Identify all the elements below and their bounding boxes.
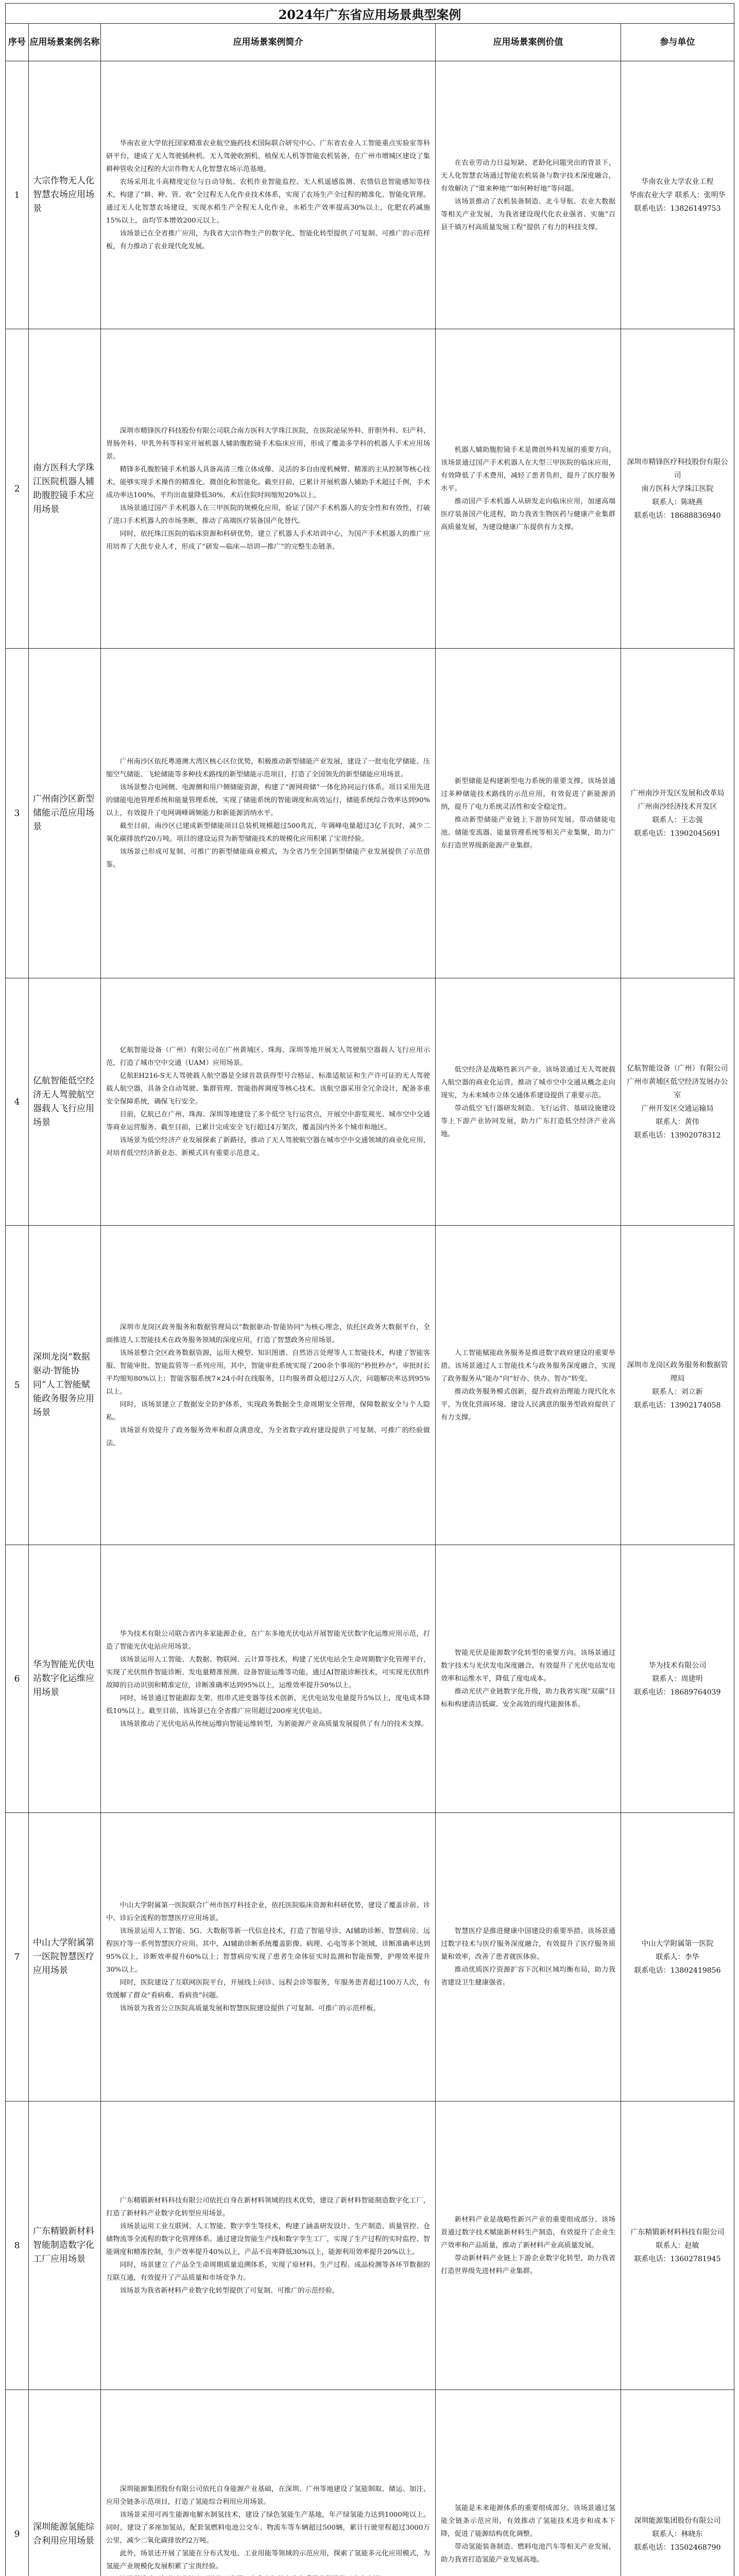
case-intro-paragraph: 精锋多孔腹腔镜手术机器人具备高清三维立体成像、灵活的多自由度机械臂、精准的主从控制等核心技术，能够实现手术操作的精准化、微创化和智能化。截至目前，已累计开展机器人辅助手术超过千例，手术成功率达100%，平均出血量降低30%，术后住院时间缩短20%以上。	[106, 465, 430, 499]
case-intro-paragraph: 此外，场景还开展了氢能在分布式发电、工业用能等领域的示范应用，探索了氢能多元化应用模式，为氢能产业规模化发展积累了宝贵经验。	[106, 2549, 430, 2570]
case-intro	[101, 978, 436, 1226]
case-name: 深圳能源氢能综合利用应用场景	[29, 2390, 101, 2576]
case-row	[6, 2390, 734, 2576]
case-number: 3	[6, 649, 29, 978]
case-value	[436, 1226, 621, 1545]
header-units: 参与单位	[621, 24, 734, 61]
case-intro-paragraph: 同时，场景通过智能跟踪支架、组串式逆变器等技术创新，光伏电站发电量提升5%以上，度电成本降低10%以上。截至目前，该场景已在全省推广应用超过200座光伏电站。	[106, 1694, 430, 1715]
case-intro-paragraph: 该场景运用工业互联网、人工智能、数字孪生等技术，构建了涵盖研发设计、生产制造、质量管控、仓储物流等全流程的数字化管理体系。通过建设智能生产线和数字孪生工厂，实现了生产过程的实时监控、智能调度和精准控制，生产效率提升40%以上，产品不良率降低30%以上，能源利用效率提升20%以上。	[106, 2222, 430, 2256]
case-value-paragraph: 智能光伏是能源数字化转型的重要方向。该场景通过数字技术与光伏发电深度融合，有效提升了光伏电站发电效率和运维水平，降低了度电成本。	[441, 1649, 615, 1683]
header-no: 序号	[6, 24, 29, 61]
unit-line: 广州市黄埔区低空经济发展办公室	[627, 1077, 728, 1099]
case-value	[436, 978, 621, 1226]
case-value-paragraph: 新材料产业是战略性新兴产业的重要组成部分。该场景通过数字技术赋能新材料生产制造，有效提升了企业生产效率和产品质量，推动了新材料产业高质量发展。	[441, 2216, 615, 2249]
case-row	[6, 61, 734, 329]
case-value	[436, 329, 621, 649]
unit-line: 联系电话：13802419856	[634, 1966, 721, 1975]
unit-line: 广州南沙开发区发展和改革局	[630, 789, 725, 798]
case-intro-paragraph: 目前，亿航已在广州、珠海、深圳等地建设了多个低空飞行运营点，开展空中游览观光、城市空中交通等商业运营服务。截至目前，已累计完成安全飞行超过4万架次，覆盖国内外多个城市和地区。	[106, 1111, 430, 1131]
case-table	[5, 3, 734, 2576]
header-value: 应用场景案例价值	[436, 24, 621, 61]
case-number: 4	[6, 978, 29, 1226]
case-intro	[101, 1813, 436, 2102]
unit-line: 华南农业大学 联系人：张明华	[629, 191, 726, 199]
unit-line: 广东精锻新材料科技有限公司	[630, 2228, 725, 2236]
case-row	[6, 2102, 734, 2390]
case-intro-paragraph: 该场景为我省公立医院高质量发展和智慧医院建设提供了可复制、可推广的示范样板。	[119, 2005, 380, 2012]
case-intro-paragraph: 同时，医院建设了互联网医院平台，开展线上问诊、远程会诊等服务，年服务患者超过100万人次，有效缓解了群众“看病难、看病贵”问题。	[106, 1979, 430, 1999]
case-intro-paragraph: 该场景已形成可复制、可推广的新型储能商业模式，为全省乃至全国新型储能产业发展提供了示范借鉴。	[106, 848, 430, 869]
case-row	[6, 1545, 734, 1813]
case-name: 亿航智能低空经济无人驾驶航空器载人飞行应用场景	[29, 978, 101, 1226]
unit-line: 联系电话：18689764039	[634, 1688, 721, 1697]
case-value-paragraph: 推动新型储能产业链上下游协同发展，带动储能电池、储能变流器、能量管理系统等相关产业集聚，助力广东打造世界级新能源产业集群。	[441, 816, 615, 850]
unit-line: 联系电话：13902174058	[634, 1401, 721, 1410]
case-name: 中山大学附属第一医院智慧医疗应用场景	[29, 1813, 101, 2102]
case-intro-paragraph: 该场景整合全区政务数据资源，运用大模型、知识图谱、自然语言处理等人工智能技术，构建了智能客服、智能审批、智能监管等一系列应用。其中，智能审批系统实现了200余个事项的“秒批秒办”，审批时长平均缩短80%以上；智能客服系统7×24小时在线服务，日均服务群众超过2万人次，问题解决率达到95%以上。	[106, 1349, 430, 1396]
unit-line: 广州开发区交通运输局	[641, 1104, 714, 1113]
case-intro-paragraph: 广州南沙区依托粤港澳大湾区核心区位优势，积极推动新型储能产业发展，建设了一批电化学储能、压缩空气储能、飞轮储能等多种技术路线的新型储能示范项目，打造了全国领先的新型储能应用场景。	[106, 758, 430, 778]
case-intro-paragraph: 该场景为低空经济产业发展探索了新路径，推动了无人驾驶航空器在城市空中交通领域的商业化应用，对培育低空经济新业态、新模式具有重要示范意义。	[106, 1137, 430, 1157]
case-units	[621, 2102, 734, 2390]
case-value	[436, 649, 621, 978]
header-name: 应用场景案例名称	[29, 24, 101, 61]
unit-line: 中山大学附属第一医院	[641, 1939, 714, 1948]
case-intro-paragraph: 该场景运用人工智能、大数据、物联网、云计算等技术，构建了光伏电站全生命周期数字化管理平台，实现了光伏组件智能诊断、发电量精准预测、设备智能运维等功能。通过AI智能诊断技术，可实现光伏组件故障的自动识别和精准定位，诊断准确率达到95%以上，运维效率提升50%以上。	[106, 1655, 430, 1689]
case-value-paragraph: 带动氢能装备制造、燃料电池汽车等相关产业发展，助力我省打造氢能产业发展高地。	[441, 2543, 615, 2564]
case-units	[621, 1813, 734, 2102]
header-row	[6, 24, 734, 61]
unit-line: 联系人：王志强	[652, 816, 703, 824]
unit-line: 联系电话：13502468790	[634, 2543, 721, 2552]
case-value	[436, 2390, 621, 2576]
case-value-paragraph: 带动低空飞行器研发制造、飞行运营、基础设施建设等上下游产业协同发展，助力广东打造低空经济产业高地。	[441, 1104, 615, 1138]
header-intro: 应用场景案例简介	[101, 24, 436, 61]
case-intro-paragraph: 华南农业大学依托国家精准农业航空施药技术国际联合研究中心、广东省农业人工智能重点实验室等科研平台，建成了无人驾驶插秧机、无人驾驶收割机、植保无人机等智能农机装备，在广州市增城区建设了集耕种管收全过程的大宗作物无人化智慧农场示范基地。	[106, 140, 430, 173]
unit-line: 联系人：李华	[656, 1953, 699, 1961]
case-row	[6, 329, 734, 649]
case-units	[621, 1545, 734, 1813]
unit-line: 广州南沙经济技术开发区	[638, 802, 717, 811]
unit-line: 联系电话：13602781945	[634, 2255, 721, 2263]
unit-line: 联系人：陈晓燕	[652, 498, 703, 506]
case-value-paragraph: 氢能是未来能源体系的重要组成部分。该场景通过氢能全链条示范应用，有效推动了氢能技术进步和成本下降，促进了能源结构优化调整。	[441, 2504, 615, 2538]
case-intro	[101, 2390, 436, 2576]
case-units	[621, 329, 734, 649]
case-row	[6, 1813, 734, 2102]
unit-line: 联系电话：13826149753	[634, 204, 721, 213]
unit-line: 华南农业大学农业工程	[641, 177, 714, 186]
case-name: 南方医科大学珠江医院机器人辅助腹腔镜手术应用场景	[29, 329, 101, 649]
case-value-paragraph: 低空经济是战略性新兴产业。该场景通过无人驾驶载人航空器的商业化运营，推动了城市空中交通从概念走向现实，为未来城市立体交通体系建设提供了重要示范。	[441, 1065, 615, 1099]
case-value-paragraph: 带动新材料产业链上下游企业数字化转型，助力我省打造世界级先进材料产业集群。	[441, 2255, 615, 2275]
unit-line: 华为技术有限公司	[648, 1661, 707, 1670]
case-name: 华为智能光伏电站数字化运维应用场景	[29, 1545, 101, 1813]
case-value-paragraph: 在农业劳动力日益短缺、老龄化问题突出的背景下，无人化智慧农场通过智能农机装备与数字技术深度融合，有效解决了“谁来种地”“如何种好地”等问题。	[441, 159, 615, 193]
case-row	[6, 978, 734, 1226]
case-intro-paragraph: 亿航EH216-S无人驾驶载人航空器是全球首款获得型号合格证、标准适航证和生产许可证的无人驾驶载人航空器，具备全自动驾驶、集群管理、智能指挥调度等核心技术。该航空器采用全冗余设计，配备多重安全保障系统，确保飞行安全。	[106, 1072, 430, 1106]
case-intro-paragraph: 该场景通过国产手术机器人在三甲医院的规模化应用，验证了国产手术机器人的安全性和有效性，打破了进口手术机器人的市场垄断，推动了高端医疗装备国产化替代。	[106, 504, 430, 525]
case-intro-paragraph: 广东精锻新材料科技有限公司依托自身在新材料领域的技术优势，建设了新材料智能制造数字化工厂，打造了新材料产业数字化转型应用场景。	[106, 2196, 430, 2217]
case-value-paragraph: 推动国产手术机器人从研发走向临床应用，加速高端医疗装备国产化进程，助力我省生物医药与健康产业集群高质量发展，为建设健康广东提供有力支撑。	[441, 498, 615, 531]
case-value-paragraph: 推动政务服务模式创新，提升政府治理能力现代化水平，为优化营商环境、建设人民满意的服务型政府提供了有力支撑。	[441, 1387, 615, 1421]
case-intro-paragraph: 截至目前，南沙区已建成新型储能项目总装机规模超过500兆瓦，年调峰电量超过3亿千瓦时，减少二氧化碳排放约20万吨。项目的建设运营为新型储能技术的规模化应用积累了宝贵经验。	[106, 822, 430, 843]
case-value	[436, 61, 621, 329]
case-intro	[101, 329, 436, 649]
case-units	[621, 61, 734, 329]
unit-line: 联系电话：13902078312	[634, 1131, 721, 1140]
case-intro	[101, 1545, 436, 1813]
case-units	[621, 2390, 734, 2576]
case-intro-paragraph: 亿航智能设备（广州）有限公司在广州黄埔区、珠海、深圳等地开展无人驾驶航空器载人飞行应用示范，打造了城市空中交通（UAM）应用场景。	[106, 1046, 430, 1067]
case-number: 9	[6, 2390, 29, 2576]
case-intro	[101, 61, 436, 329]
case-intro-paragraph: 该场景采用可再生能源电解水制氢技术，建设了绿色氢能生产基地，年产绿氢能力达到1000吨以上。同时，建设了多座加氢站，配套氢燃料电池公交车、物流车等车辆超过500辆，累计行驶里程超过3000万公里，减少二氧化碳排放约2万吨。	[106, 2511, 430, 2545]
case-value-paragraph: 机器人辅助腹腔镜手术是微创外科发展的重要方向。该场景通过国产手术机器人在大型三甲医院的临床应用，有效降低了手术费用，减轻了患者负担，提升了医疗服务水平。	[441, 446, 615, 493]
case-intro-paragraph: 深圳市龙岗区政务服务和数据管理局以“数据驱动·智能协同”为核心理念，依托区政务大数据平台，全面推进人工智能技术在政务服务领域的深度应用，打造了智慧政务应用场景。	[106, 1323, 430, 1344]
case-intro-paragraph: 该场景整合电网侧、电源侧和用户侧储能资源，构建了“源网荷储”一体化协同运行体系。项目采用先进的储能电池管理系统和能量管理系统，实现了储能系统的智能调度和高效运行，储能系统综合效率达到90%以上，有效提升了电网调峰调频能力和新能源消纳水平。	[106, 784, 430, 817]
case-value	[436, 1545, 621, 1813]
case-intro	[101, 1226, 436, 1545]
unit-line: 联系人：赵敏	[656, 2241, 699, 2250]
unit-line: 南方医科大学珠江医院	[641, 484, 714, 493]
case-name: 大宗作物无人化智慧农场应用场景	[29, 61, 101, 329]
case-number: 7	[6, 1813, 29, 2102]
case-intro-paragraph: 该场景推动了光伏电站从传统运维向智能运维转型，为新能源产业高质量发展提供了有力的技术支撑。	[119, 1720, 428, 1728]
case-intro-paragraph: 深圳能源集团股份有限公司依托自身能源产业基础，在深圳、广州等地建设了氢能制取、储运、加注、应用全链条示范项目，打造了氢能综合利用应用场景。	[106, 2485, 430, 2506]
case-row	[6, 649, 734, 978]
case-name: 广东精锻新材料智能制造数字化工厂应用场景	[29, 2102, 101, 2390]
case-value	[436, 1813, 621, 2102]
case-intro-paragraph	[106, 2573, 430, 2576]
case-units	[621, 1226, 734, 1545]
case-intro-paragraph: 该场景已在全省推广应用，为我省大宗作物生产的数字化、智能化转型提供了可复制、可推广的示范样板，有力推动了农业现代化发展。	[106, 230, 430, 250]
case-units	[621, 978, 734, 1226]
case-number: 2	[6, 329, 29, 649]
case-units	[621, 649, 734, 978]
unit-line: 联系人：林晓东	[652, 2530, 703, 2538]
case-number: 8	[6, 2102, 29, 2390]
case-intro	[101, 649, 436, 978]
case-value-paragraph: 推动优质医疗资源扩容下沉和区域均衡布局，助力我省建设卫生健康强省。	[441, 1966, 615, 1987]
case-intro-paragraph: 同时，该场景建立了数据安全防护体系，实现政务数据全生命周期安全管理，保障数据安全与个人隐私。	[106, 1400, 430, 1421]
case-number: 1	[6, 61, 29, 329]
case-intro-paragraph: 同时，场景建立了产品全生命周期质量追溯体系，实现了原材料、生产过程、成品检测等各环节数据的互联互通，有效提升了产品质量和市场竞争力。	[106, 2261, 430, 2282]
case-number: 5	[6, 1226, 29, 1545]
case-intro-paragraph: 深圳市精锋医疗科技股份有限公司联合南方医科大学珠江医院，在医院泌尿外科、肝胆外科、妇产科、胃肠外科、甲乳外科等科室开展机器人辅助腹腔镜手术临床应用，形成了覆盖多学科的机器人手术应用场景。	[106, 427, 430, 461]
case-value-paragraph: 新型储能是构建新型电力系统的重要支撑。该场景通过多种储能技术路线的示范应用，有效促进了新能源消纳，提升了电力系统灵活性和安全稳定性。	[441, 777, 615, 811]
unit-line: 联系电话：18688836940	[634, 511, 721, 520]
case-value	[436, 2102, 621, 2390]
unit-line: 联系人：周建明	[652, 1674, 703, 1683]
case-intro-paragraph: 华为技术有限公司联合省内多家能源企业，在广东多地光伏电站开展智能光伏数字化运维应用示范，打造了智能光伏电站应用场景。	[106, 1630, 430, 1651]
case-intro-paragraph: 该场景有效提升了政务服务效率和群众满意度，为全省数字政府建设提供了可复制、可推广的经验做法。	[106, 1426, 430, 1447]
case-value-paragraph: 该场景推动了农机装备制造、北斗导航、农业大数据等相关产业发展，为我省建设现代化农业强省、实施“百县千镇万村高质量发展工程”提供了有力的科技支撑。	[441, 197, 615, 231]
case-value-paragraph: 推动光伏产业链数字化升级，助力我省实现“双碳”目标和构建清洁低碳、安全高效的现代能源体系。	[441, 1688, 615, 1708]
unit-line: 联系电话：13902045691	[634, 829, 721, 838]
case-intro-paragraph: 同时，依托珠江医院的临床资源和科研优势，建立了机器人手术培训中心，为国产手术机器人的推广应用培养了大批专业人才，形成了“研发—临床—培训—推广”的完整生态链条。	[106, 530, 430, 551]
document-title: 2024年广东省应用场景典型案例	[6, 4, 734, 24]
case-value-paragraph: 人工智能赋能政务服务是推进数字政府建设的重要举措。该场景通过人工智能技术与政务服务深度融合，实现了政务服务从“能办”向“好办、快办、智办”转变。	[441, 1349, 615, 1383]
unit-line: 亿航智能设备（广州）有限公司	[627, 1064, 728, 1073]
case-name: 深圳龙岗“数据驱动·智能协同”人工智能赋能政务服务应用场景	[29, 1226, 101, 1545]
case-name: 广州南沙区新型储能示范应用场景	[29, 649, 101, 978]
case-intro-paragraph: 该场景运用人工智能、5G、大数据等新一代信息技术，打造了智能导诊、AI辅助诊断、智慧病房、远程医疗等一系列智慧医疗应用。其中，AI辅助诊断系统覆盖影像、病理、心电等多个领域，诊断准确率达到95%以上，诊断效率提升60%以上；智慧病房实现了患者生命体征实时监测和智能预警，护理效率提升30%以上。	[106, 1927, 430, 1974]
unit-line: 联系人：刘立新	[652, 1387, 703, 1396]
case-intro-paragraph: 农场采用北斗高精度定位与自动导航、农机作业智能监控、无人机遥感监测、农情信息智能感知等技术，构建了“耕、种、管、收”全过程无人化作业技术体系，实现了农场生产全过程的精准化、智能化管理。通过无人化智慧农场建设，实现水稻生产全程无人化作业，水稻生产效率提高30%以上，化肥农药减施15%以上，亩均节本增效200元以上。	[106, 178, 430, 225]
unit-line: 深圳市龙岗区政务服务和数据管理局	[627, 1361, 728, 1383]
unit-line: 联系人：黄伟	[656, 1117, 699, 1126]
case-intro-paragraph: 该场景为我省新材料产业数字化转型提供了可复制、可推广的示范经验。	[119, 2286, 339, 2295]
case-value-paragraph: 智慧医疗是推进健康中国建设的重要举措。该场景通过数字技术与医疗服务深度融合，有效提升了医疗服务质量和效率，改善了患者就医体验。	[441, 1927, 615, 1961]
case-intro	[101, 2102, 436, 2390]
unit-line: 深圳市精锋医疗科技股份有限公司	[627, 457, 728, 480]
case-row	[6, 1226, 734, 1545]
document-page	[5, 3, 734, 2576]
unit-line: 深圳能源集团股份有限公司	[634, 2516, 721, 2525]
case-number: 6	[6, 1545, 29, 1813]
case-intro-paragraph: 中山大学附属第一医院联合广州市医疗科技企业，依托医院临床资源和科研优势，建设了覆盖诊前、诊中、诊后全流程的智慧医疗应用场景。	[106, 1902, 430, 1922]
